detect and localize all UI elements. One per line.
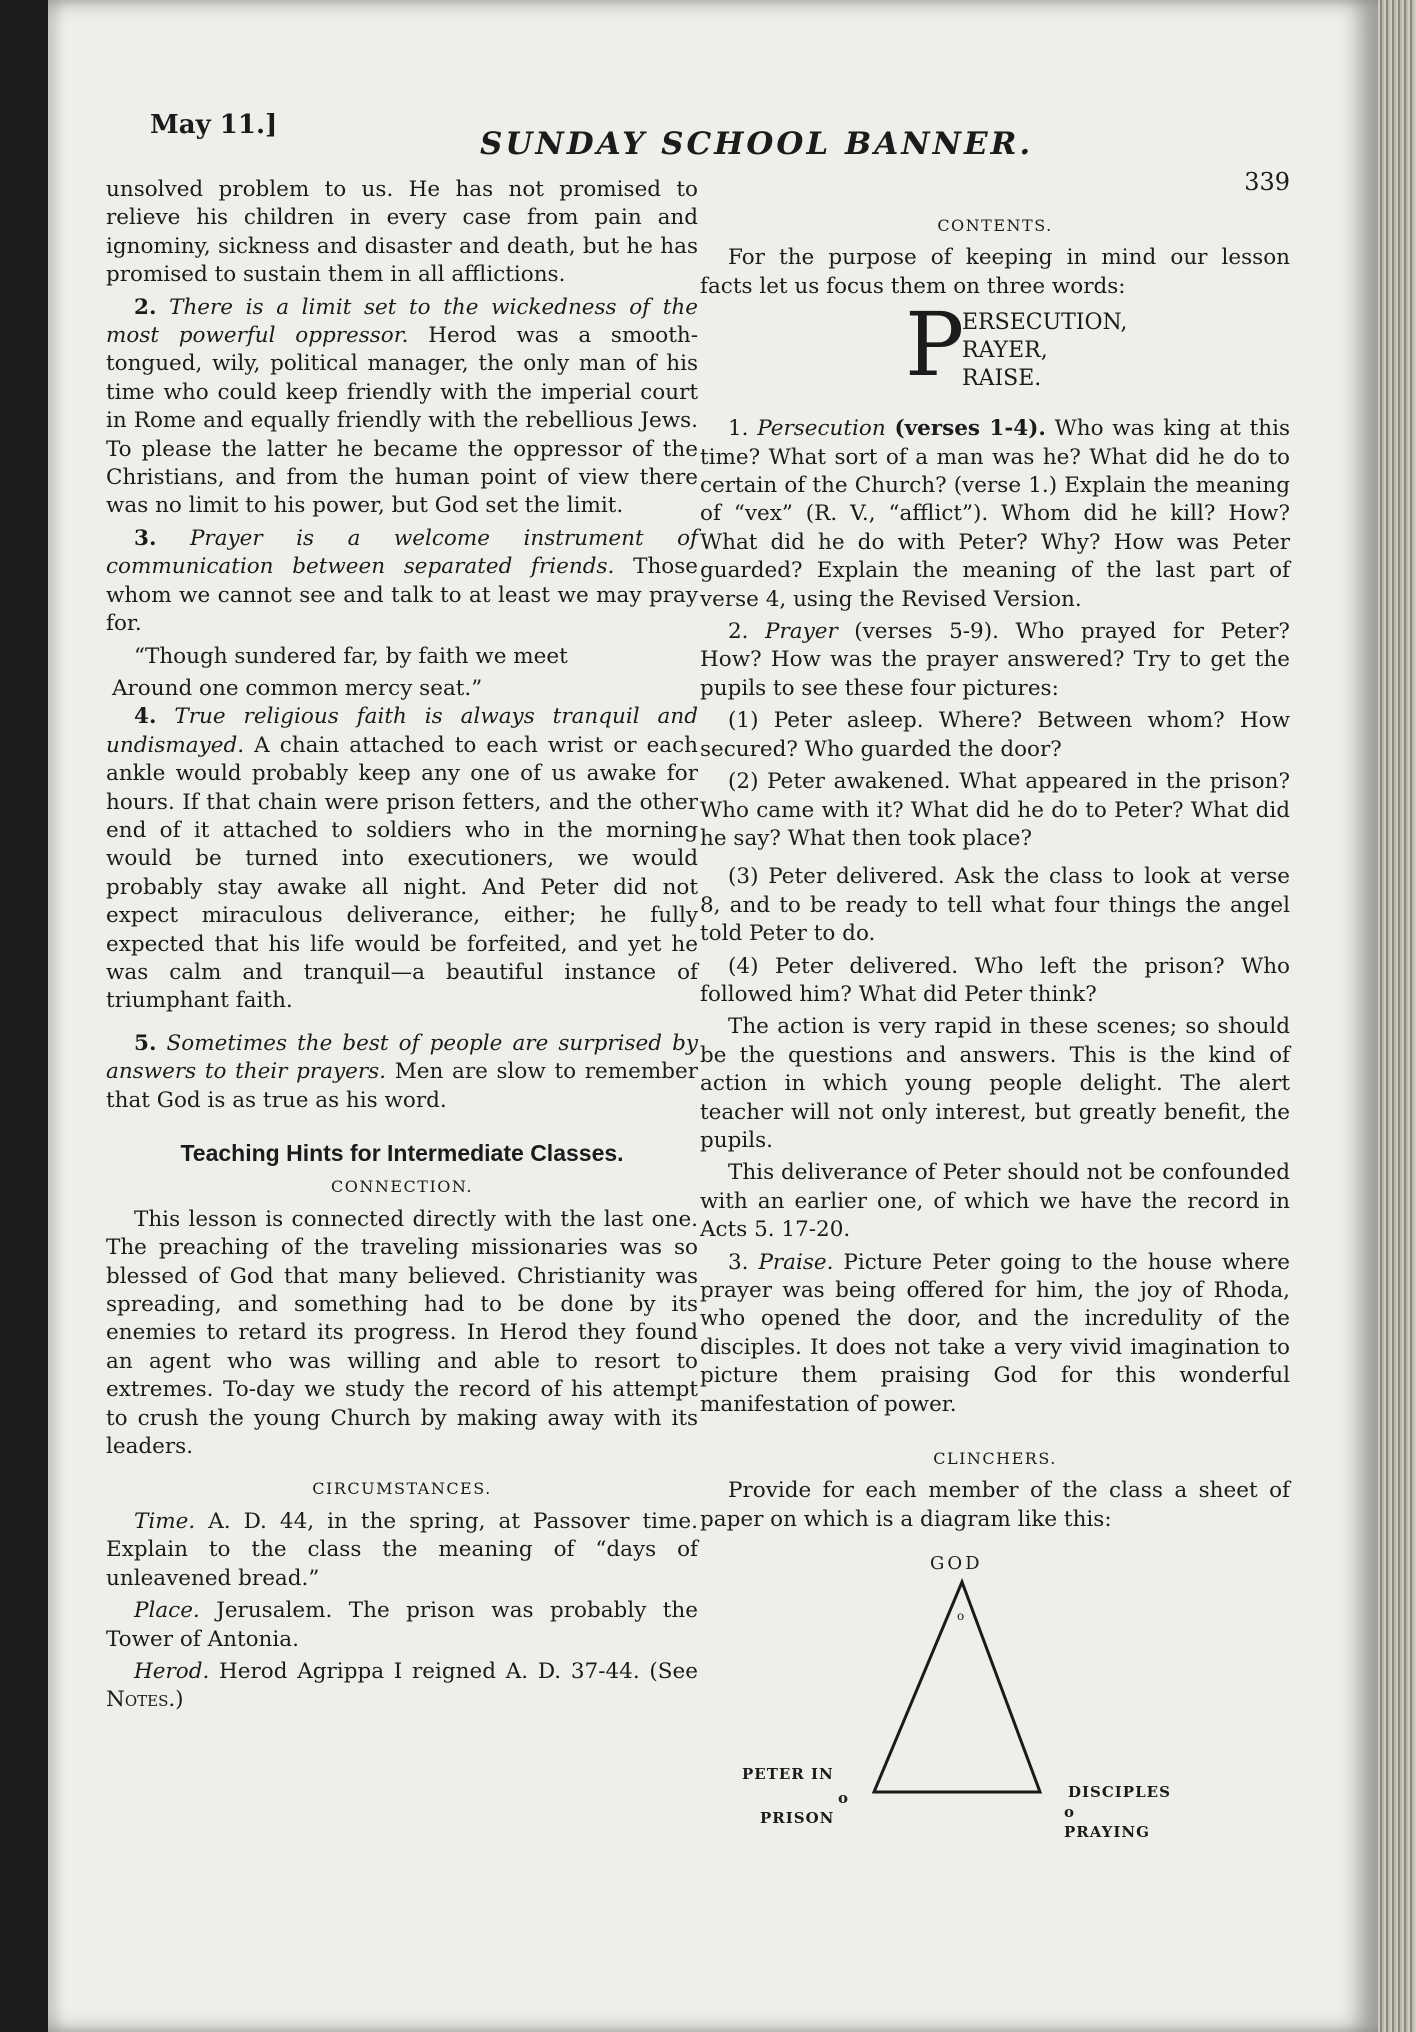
page-number: 339 bbox=[1244, 168, 1290, 196]
left-column bbox=[106, 176, 698, 1719]
diagram-left-mark: o bbox=[838, 1789, 850, 1808]
right-column bbox=[700, 206, 1290, 1930]
picture-1: (1) Peter asleep. Where? Between whom? How secured? Who guarded the door? bbox=[700, 708, 1290, 762]
diagram-left-label-2: PRISON bbox=[760, 1809, 835, 1828]
subheading-clinchers: CLINCHERS. bbox=[933, 1449, 1057, 1469]
paragraph: unsolved problem to us. He has not promised to relieve his children in every case from pain and ignominy, sickness and disaster and death, but he has promised to sustain them in all afflictions. bbox=[106, 177, 698, 288]
subheading-connection: CONNECTION. bbox=[331, 1177, 473, 1197]
diagram-god-label: GOD bbox=[930, 1553, 983, 1575]
point-5: 5. Sometimes the best of people are surprised by answers to their prayers. Men are slow to remember that God is as true as his word. bbox=[106, 1030, 698, 1113]
diagram-right-label-1: DISCIPLES bbox=[1068, 1783, 1171, 1802]
subheading-contents: CONTENTS. bbox=[937, 216, 1053, 235]
picture-3: (3) Peter delivered. Ask the class to look at verse 8, and to be ready to tell what four things the angel told Peter to do. bbox=[700, 864, 1290, 947]
header-title: SUNDAY SCHOOL BANNER. bbox=[480, 126, 1034, 162]
word-list bbox=[962, 309, 1127, 393]
verse-line: “Though sundered far, by faith we meet bbox=[134, 643, 568, 669]
three-words bbox=[700, 293, 1290, 401]
drop-cap: P bbox=[905, 293, 965, 397]
point-4: 4. True religious faith is always tranquil and undismayed. A chain attached to each wrist or each ankle would probably keep any one of us awake for hours. If that chain were prison fetters, and the other end of it attached to soldiers who in the morning would be turned into executioners, we would probably stay awake all night. And Peter did not expect miraculous deliverance, either; he fully expected that his life would be forfeited, and yet he was calm and tranquil—a beautiful instance of triumphant faith. bbox=[106, 704, 698, 1014]
triangle-diagram bbox=[700, 1540, 1290, 1930]
persecution-paragraph: 1. Persecution (verses 1-4). Who was king at this time? What sort of a man was he? What did he do to certain of the Church? (verse 1.) Explain the meaning of “vex” (R. V., “afflict”). Whom did he kill? How? What did he do with Peter? Why? How was Peter guarded? Explain the meaning of the last part of verse 4, using the Revised Version. bbox=[700, 416, 1291, 612]
word: RAYER, bbox=[962, 338, 1048, 364]
diagram-top-mark: o bbox=[957, 1609, 966, 1624]
place-paragraph: Place. Jerusalem. The prison was probably the Tower of Antonia. bbox=[106, 1598, 698, 1652]
diagram-right-label-2: PRAYING bbox=[1064, 1823, 1150, 1842]
verse-line: Around one common mercy seat.” bbox=[112, 675, 483, 701]
page-edges bbox=[1378, 0, 1416, 2032]
point-2: 2. There is a limit set to the wickedness of the most powerful oppressor. Herod was a smooth-tongued, wily, political manager, the only man of his time who could keep friendly with the imperial court in Rome and equally friendly with the rebellious Jews. To please the latter he became the oppressor of the Christians, and from the human point of view there was no limit to his power, but God set the limit. bbox=[106, 294, 698, 519]
time-paragraph: Time. A. D. 44, in the spring, at Passover time. Explain to the class the meaning of “days of unleavened bread.” bbox=[106, 1508, 698, 1591]
book-gutter bbox=[0, 0, 48, 2032]
prayer-paragraph: 2. Prayer (verses 5-9). Who prayed for Peter? How? How was the prayer answered? Try to get the pupils to see these four pictures: bbox=[700, 619, 1290, 701]
paragraph: Provide for each member of the class a sheet of paper on which is a diagram like this: bbox=[700, 1478, 1290, 1532]
paragraph: For the purpose of keeping in mind our lesson facts let us focus them on three words: bbox=[700, 245, 1290, 299]
section-heading: Teaching Hints for Intermediate Classes. bbox=[180, 1140, 624, 1166]
paragraph: The action is very rapid in these scenes; so should be the questions and answers. This is the kind of action in which young people delight. The alert teacher will not only interest, but greatly benefit, the pupils. bbox=[700, 1014, 1290, 1153]
paragraph: This deliverance of Peter should not be confounded with an earlier one, of which we have the record in Acts 5. 17-20. bbox=[700, 1160, 1290, 1243]
point-3: 3. Prayer is a welcome instrument of communication between separated friends. Those whom we cannot see and talk to at least we may pray for. bbox=[106, 525, 698, 637]
praise-paragraph: 3. Praise. Picture Peter going to the house where prayer was being offered for him, the joy of Rhoda, who opened the door, and the incredulity of the disciples. It does not take a very vivid imagination to picture them praising God for this wonderful manifestation of power. bbox=[700, 1249, 1290, 1417]
word: RAISE. bbox=[962, 366, 1042, 392]
diagram-right-mark: o bbox=[1064, 1803, 1076, 1822]
word: ERSECUTION, bbox=[962, 310, 1128, 336]
paragraph: This lesson is connected directly with the last one. The preaching of the traveling missionaries was so blessed of God that many believed. Christianity was spreading, and something had to be done by its enemies to retard its progress. In Herod they found an agent who was willing and able to resort to extremes. To-day we study the record of his attempt to crush the young Church by making away with its leaders. bbox=[106, 1206, 698, 1460]
header-date: May 11.] bbox=[150, 110, 278, 140]
picture-4: (4) Peter delivered. Who left the prison? Who followed him? What did Peter think? bbox=[700, 953, 1290, 1007]
subheading-circumstances: CIRCUMSTANCES. bbox=[312, 1479, 492, 1499]
page-header bbox=[150, 98, 1290, 196]
triangle-icon bbox=[700, 1540, 1290, 1930]
diagram-left-label-1: PETER IN bbox=[742, 1765, 834, 1784]
herod-paragraph: Herod. Herod Agrippa I reigned A. D. 37-44. (See Notes.) bbox=[106, 1658, 698, 1713]
picture-2: (2) Peter awakened. What appeared in the prison? Who came with it? What did he do to Peter? What did he say? What then took place? bbox=[700, 769, 1290, 851]
